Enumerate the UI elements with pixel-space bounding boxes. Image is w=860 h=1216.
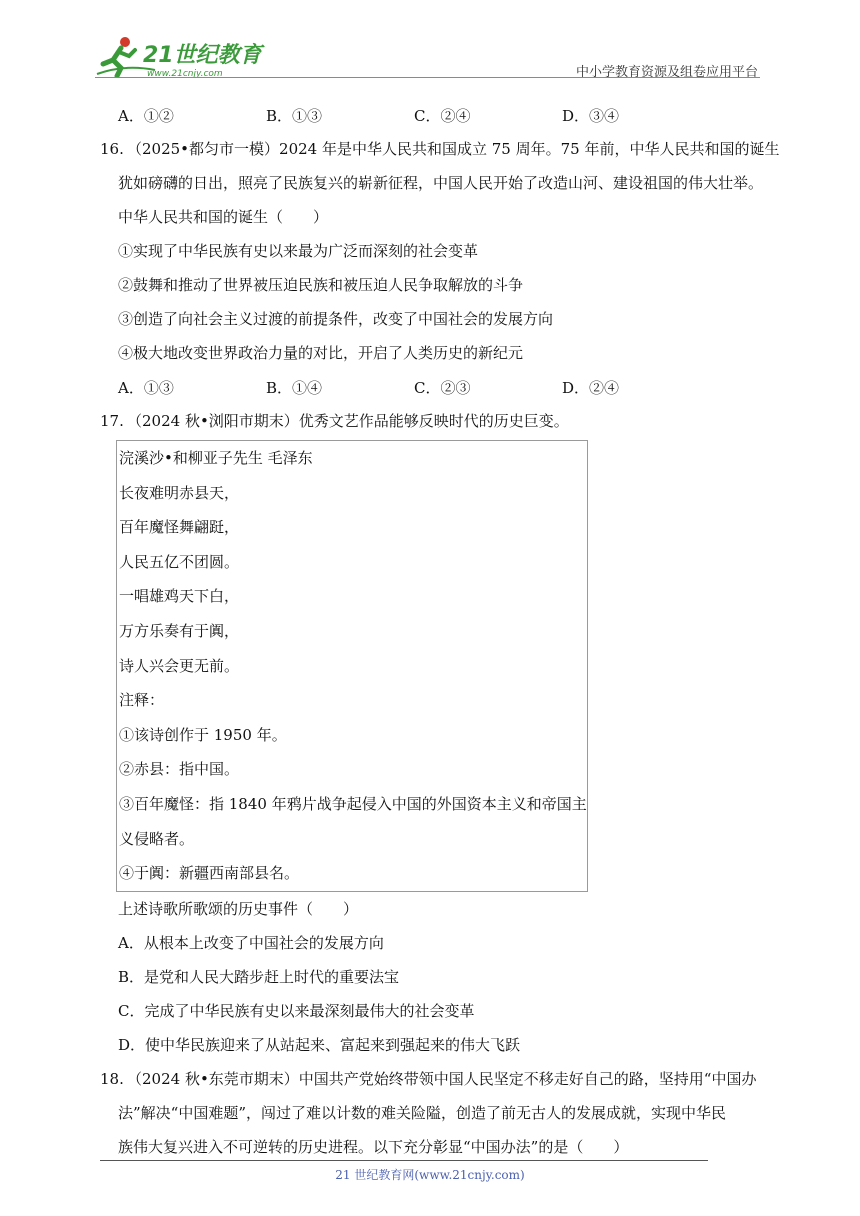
- q18-stem-line-3: 族伟大复兴进入不可逆转的历史进程。以下充分彰显“中国办法”的是（ ）: [118, 1137, 629, 1156]
- q16-statement-2: ②鼓舞和推动了世界被压迫民族和被压迫人民争取解放的斗争: [118, 276, 524, 294]
- notes-heading: 注释：: [119, 691, 165, 710]
- q16-stem-line-1: 16. （2025•都匀市一模）2024 年是中华人民共和国成立 75 周年。75 年前，中华人民共和国的诞生: [100, 132, 765, 166]
- question-18: [100, 1062, 765, 1164]
- q16-option-c: C．②③: [414, 378, 471, 397]
- poem-line: 万方乐奏有于阗，: [119, 621, 240, 640]
- q16-statement-1: ①实现了中华民族有史以来最为广泛而深刻的社会变革: [118, 242, 479, 260]
- q16-option-d: D．②④: [562, 378, 620, 397]
- q15-option-d: D．③④: [562, 106, 620, 125]
- q15-option-c: C．②④: [414, 106, 471, 125]
- note-item: ④于阗：新疆西南部县名。: [119, 864, 300, 883]
- poem-box: [116, 440, 588, 892]
- note-item: ③百年魔怪：指 1840 年鸦片战争起侵入中国的外国资本主义和帝国主: [119, 794, 587, 813]
- poem-line: 长夜难明赤县天，: [119, 483, 240, 502]
- q16-statement-3: ③创造了向社会主义过渡的前提条件，改变了中国社会的发展方向: [118, 310, 554, 328]
- svg-text:www.21cnjy.com: www.21cnjy.com: [147, 69, 223, 78]
- logo: [95, 34, 265, 78]
- q17-option-b: B．是党和人民大踏步赶上时代的重要法宝: [118, 967, 400, 986]
- q15-option-b: B．①③: [266, 106, 323, 125]
- q16-statement-4: ④极大地改变世界政治力量的对比，开启了人类历史的新纪元: [118, 344, 524, 362]
- poem-title: 浣溪沙•和柳亚子先生 毛泽东: [119, 449, 313, 467]
- poem-line: 一唱雄鸡天下白，: [119, 587, 240, 606]
- poem-line: 诗人兴会更无前。: [119, 656, 240, 675]
- q17-number: 17.: [100, 412, 124, 430]
- note-item: ①该诗创作于 1950 年。: [119, 725, 287, 744]
- q17-option-d: D．使中华民族迎来了从站起来、富起来到强起来的伟大飞跃: [118, 1035, 521, 1054]
- q16-stem-line-3: 中华人民共和国的诞生（ ）: [118, 208, 329, 226]
- document-body: [100, 98, 780, 1164]
- question-16: [100, 132, 780, 404]
- q17-option-c: C．完成了中华民族有史以来最深刻最伟大的社会变革: [118, 1001, 475, 1020]
- q18-stem-line-2: 法”解决“中国难题”，闯过了难以计数的难关险隘，创造了前无古人的发展成就，实现中华民: [118, 1103, 727, 1122]
- page-footer: 21 世纪教育网(www.21cnjy.com): [335, 1168, 525, 1182]
- q16-stem-line-2: 犹如磅礴的日出，照亮了民族复兴的崭新征程，中国人民开始了改造山河、建设祖国的伟大壮举。: [118, 174, 764, 192]
- question-17: [100, 404, 765, 1062]
- q15-options: [100, 98, 765, 132]
- footer-rule: [100, 1160, 708, 1161]
- q17-stem: 17. （2024 秋•浏阳市期末）优秀文艺作品能够反映时代的历史巨变。: [100, 404, 765, 438]
- page-header: [95, 30, 760, 80]
- svg-text:21世纪教育: 21世纪教育: [143, 43, 262, 68]
- poem-line: 百年魔怪舞翩跹，: [119, 518, 240, 537]
- q16-option-b: B．①④: [266, 378, 323, 397]
- q18-stem-line-1: 18. （2024 秋•东莞市期末）中国共产党始终带领中国人民坚定不移走好自己的路，坚持用“中国办: [100, 1062, 765, 1096]
- q16-option-a: A．①③: [118, 378, 174, 397]
- note-item-continued: 义侵略者。: [119, 829, 195, 848]
- q18-number: 18.: [100, 1069, 124, 1088]
- q15-option-a: A．①②: [118, 106, 174, 125]
- platform-name: 中小学教育资源及组卷应用平台: [575, 65, 758, 80]
- q17-option-a: A．从根本上改变了中国社会的发展方向: [118, 933, 384, 952]
- header-rule: [95, 77, 760, 78]
- note-item: ②赤县：指中国。: [119, 760, 240, 779]
- q16-options: [100, 370, 765, 404]
- q16-number: 16.: [100, 140, 124, 158]
- poem-line: 人民五亿不团圆。: [119, 552, 240, 571]
- q17-question: 上述诗歌所歌颂的历史事件（ ）: [118, 899, 359, 918]
